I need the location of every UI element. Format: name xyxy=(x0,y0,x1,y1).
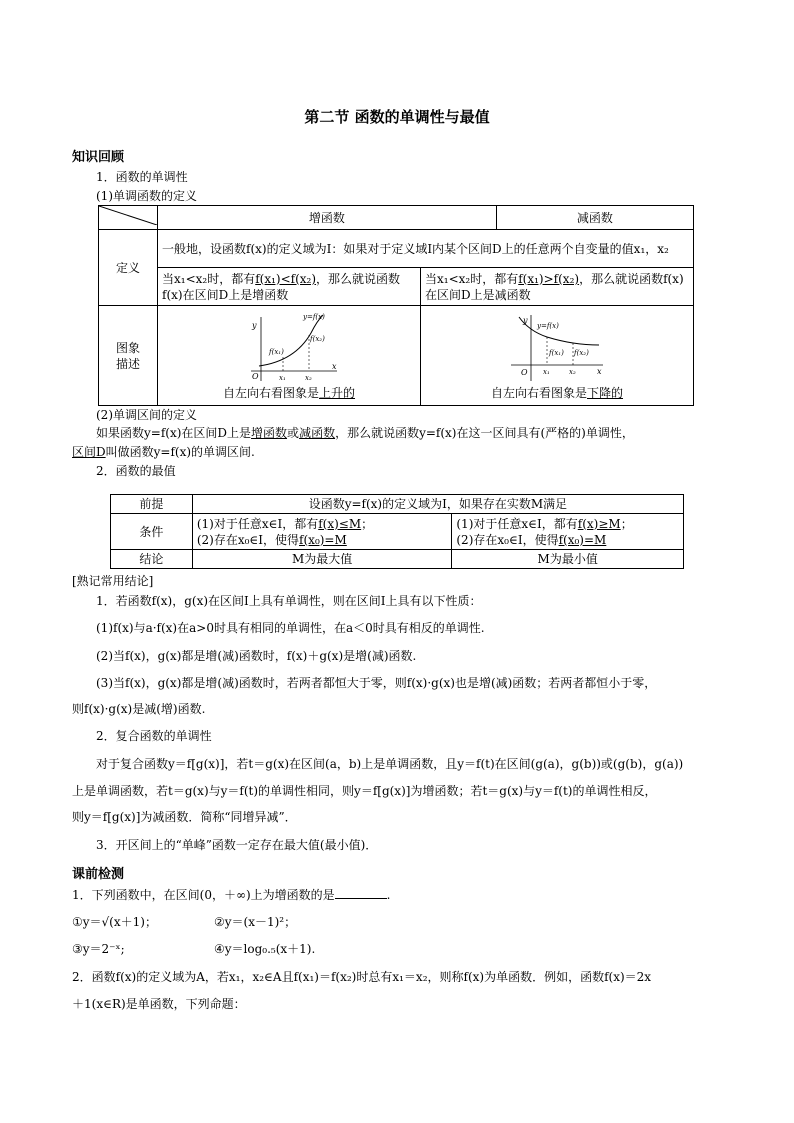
col-header-increasing: 增函数 xyxy=(158,206,497,230)
row-conclusion: 结论 xyxy=(111,550,193,569)
svg-text:y: y xyxy=(523,315,528,325)
col-header-decreasing: 减函数 xyxy=(496,206,693,230)
question-1: 1．下列函数中，在区间(0，＋∞)上为增函数的是 . xyxy=(72,888,391,902)
definition-decreasing: 当x₁<x₂时，都有f(x₁)>f(x₂)，那么就说函数f(x)在区间D上是减函数 xyxy=(421,268,694,306)
memo-line-9: 则y＝f[g(x)]为减函数．简称“同增异减”． xyxy=(72,810,297,824)
memo-line-7: 对于复合函数y＝f[g(x)]，若t＝g(x)在区间(a，b)上是单调函数，且y＝f(t)在区间(g(a)，g(b))或(g(b)，g(a)) xyxy=(96,757,684,771)
svg-text:f(x₂): f(x₂) xyxy=(574,348,589,357)
svg-text:x: x xyxy=(332,361,337,371)
monotonic-sub2: (2)单调区间的定义 xyxy=(96,408,197,422)
graph-decreasing-cell: y x O y=f(x) f(x₁) f(x₂) x₁ x₂ 自左向右看图象是下降的 xyxy=(421,306,694,406)
page-title: 第二节 函数的单调性与最值 xyxy=(304,108,490,126)
svg-text:O: O xyxy=(521,367,528,377)
memo-line-4: (3)当f(x)，g(x)都是增(减)函数时，若两者都恒大于零，则f(x)·g(x)也是增(减)函数；若两者都恒小于零， xyxy=(96,676,657,690)
question-1-options-row2 xyxy=(72,940,732,958)
section-heading-pretest: 课前检测 xyxy=(72,867,125,882)
row-premise: 前提 xyxy=(111,495,193,514)
svg-text:y=f(x): y=f(x) xyxy=(303,312,325,321)
increasing-condition: f(x₁)<f(x₂) xyxy=(255,271,317,286)
svg-text:x: x xyxy=(597,366,602,376)
memo-line-3: (2)当f(x)，g(x)都是增(减)函数时，f(x)＋g(x)是增(减)函数. xyxy=(96,649,417,663)
max-condition: (1)对于任意x∈I，都有f(x)≤M； (2)存在x₀∈I，使得f(x₀)=M xyxy=(192,514,452,550)
monotonic-sub2-text-line1: 如果函数y=f(x)在区间D上是增函数或减函数，那么就说函数y=f(x)在这一区间具有(严格的)单调性， xyxy=(96,426,634,440)
question-2-line1: 2．函数f(x)的定义域为A，若x₁，x₂∈A且f(x₁)＝f(x₂)时总有x₁＝x₂，则称f(x)为单函数．例如，函数f(x)＝2x xyxy=(72,970,652,984)
extremum-heading: 2．函数的最值 xyxy=(96,464,176,478)
section-heading-review: 知识回顾 xyxy=(72,150,125,165)
question-2-line2: ＋1(x∈R)是单函数，下列命题： xyxy=(72,997,246,1011)
row-header-graph: 图象描述 xyxy=(99,306,158,406)
memo-heading: [熟记常用结论] xyxy=(72,574,154,588)
monotonic-sub1: (1)单调函数的定义 xyxy=(96,189,197,203)
svg-text:y: y xyxy=(252,320,257,330)
premise-text: 设函数y=f(x)的定义域为I，如果存在实数M满足 xyxy=(192,495,683,514)
option-2: ②y＝(x－1)²； xyxy=(214,915,297,929)
max-conclusion: M为最大值 xyxy=(192,550,452,569)
increasing-graph-icon xyxy=(239,311,339,385)
option-1: ①y＝√(x＋1)； xyxy=(72,915,157,929)
decreasing-condition: f(x₁)>f(x₂) xyxy=(518,271,580,286)
definition-increasing: 当x₁<x₂时，都有f(x₁)<f(x₂)，那么就说函数f(x)在区间D上是增函数 xyxy=(158,268,421,306)
option-4: ④y＝log₀.₅(x＋1). xyxy=(214,942,316,956)
rising-label: 上升的 xyxy=(319,385,356,400)
memo-line-6: 2．复合函数的单调性 xyxy=(96,729,212,743)
graph-increasing-cell: y x O y=f(x) f(x₁) f(x₂) x₁ x₂ 自左向右看图象是上升的 xyxy=(158,306,421,406)
falling-label: 下降的 xyxy=(587,385,624,400)
memo-line-8: 上是单调函数，若t＝g(x)与y＝f(t)的单调性相同，则y＝f[g(x)]为增函数；若t＝g(x)与y＝f(t)的单调性相反， xyxy=(72,784,657,798)
decreasing-graph-icon xyxy=(507,311,607,385)
memo-line-1: 1．若函数f(x)，g(x)在区间I上具有单调性，则在区间I上具有以下性质： xyxy=(96,594,482,608)
monotonic-heading: 1．函数的单调性 xyxy=(96,170,188,184)
svg-text:f(x₁): f(x₁) xyxy=(269,347,284,356)
row-header-definition: 定义 xyxy=(99,230,158,306)
svg-text:f(x₁): f(x₁) xyxy=(549,348,564,357)
option-3: ③y＝2⁻ˣ; xyxy=(72,942,125,956)
svg-text:x₂: x₂ xyxy=(569,367,576,376)
question-1-options-row1 xyxy=(72,913,732,931)
min-condition: (1)对于任意x∈I，都有f(x)≥M； (2)存在x₀∈I，使得f(x₀)=M xyxy=(452,514,684,550)
svg-text:O: O xyxy=(252,371,259,381)
table-corner-cell xyxy=(99,206,158,230)
memo-line-10: 3．开区间上的“单峰”函数一定存在最大值(最小值)． xyxy=(96,838,378,852)
svg-text:x₁: x₁ xyxy=(543,367,550,376)
svg-text:x₂: x₂ xyxy=(305,373,312,382)
min-conclusion: M为最小值 xyxy=(452,550,684,569)
diagonal-divider xyxy=(99,206,157,225)
answer-blank xyxy=(335,886,387,899)
definition-common: 一般地，设函数f(x)的定义域为I：如果对于定义域I内某个区间D上的任意两个自变量的值x₁，x₂ xyxy=(158,230,694,268)
svg-text:x₁: x₁ xyxy=(279,373,286,382)
row-condition: 条件 xyxy=(111,514,193,550)
svg-text:y=f(x): y=f(x) xyxy=(537,321,559,330)
extremum-table xyxy=(110,494,684,569)
svg-text:f(x₂): f(x₂) xyxy=(310,334,325,343)
memo-line-5: 则f(x)·g(x)是减(增)函数. xyxy=(72,702,206,716)
memo-line-2: (1)f(x)与a·f(x)在a>0时具有相同的单调性，在a＜0时具有相反的单调性. xyxy=(96,621,485,635)
monotonic-table xyxy=(98,205,694,406)
monotonic-sub2-text-line2: 区间D叫做函数y=f(x)的单调区间. xyxy=(72,445,255,459)
